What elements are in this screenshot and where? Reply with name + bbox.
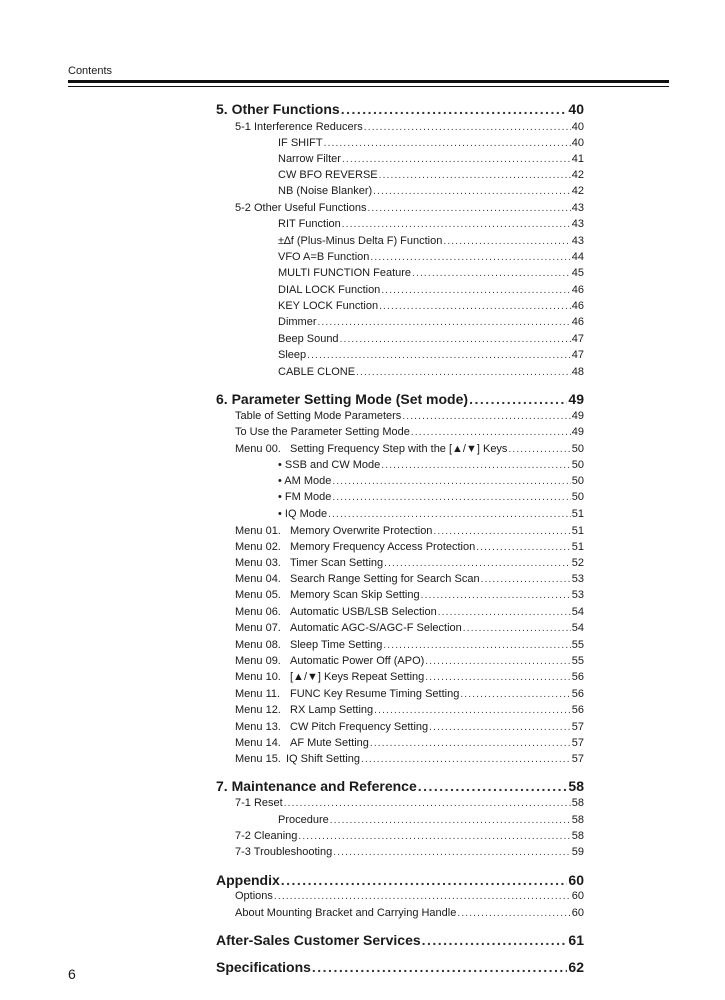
toc-menu-04[interactable]: Menu 04. Search Range Setting for Search Scan . . . 53	[216, 573, 584, 587]
toc-section-5-1[interactable]: 5-1 Interference Reducers . . . 40	[216, 121, 584, 135]
toc-section-7-3[interactable]: 7-3 Troubleshooting . . . 59	[216, 846, 584, 860]
toc-menu-15[interactable]: Menu 15. IQ Shift Setting . . . 57	[216, 753, 584, 767]
toc-menu-10[interactable]: Menu 10. [▲/▼] Keys Repeat Setting . . . 56	[216, 671, 584, 685]
toc-appendix[interactable]: Appendix . . . 60	[216, 872, 584, 890]
toc-menu-02[interactable]: Menu 02. Memory Frequency Access Protection . . . 51	[216, 541, 584, 555]
toc-menu-09[interactable]: Menu 09. Automatic Power Off (APO) . . . 55	[216, 655, 584, 669]
toc-entry-cw-bfo-reverse[interactable]: CW BFO REVERSE . . . 42	[216, 169, 584, 183]
toc-entry-iq-mode[interactable]: • IQ Mode . . . 51	[216, 508, 584, 522]
toc-entry-rit[interactable]: RIT Function . . . 43	[216, 218, 584, 232]
toc-menu-11[interactable]: Menu 11. FUNC Key Resume Timing Setting . . . 56	[216, 688, 584, 702]
toc-entry-sleep[interactable]: Sleep . . . 47	[216, 349, 584, 363]
table-of-contents	[216, 0, 584, 1000]
toc-entry-noise-blanker[interactable]: NB (Noise Blanker) . . . 42	[216, 185, 584, 199]
toc-entry-dial-lock[interactable]: DIAL LOCK Function . . . 46	[216, 284, 584, 298]
toc-menu-14[interactable]: Menu 14. AF Mute Setting . . . 57	[216, 737, 584, 751]
toc-section-7-1[interactable]: 7-1 Reset . . . 58	[216, 797, 584, 811]
toc-menu-01[interactable]: Menu 01. Memory Overwrite Protection . . . 51	[216, 525, 584, 539]
toc-entry-mounting-bracket[interactable]: About Mounting Bracket and Carrying Handle . . . 60	[216, 907, 584, 921]
toc-entry-options[interactable]: Options . . . 60	[216, 890, 584, 904]
toc-entry-procedure[interactable]: Procedure . . . 58	[216, 814, 584, 828]
toc-entry-plus-minus-delta-f[interactable]: ±∆f (Plus-Minus Delta F) Function . . . 43	[216, 235, 584, 249]
toc-chapter-7[interactable]: 7. Maintenance and Reference . . . 58	[216, 778, 584, 796]
toc-entry-ssb-cw-mode[interactable]: • SSB and CW Mode . . . 50	[216, 459, 584, 473]
toc-menu-03[interactable]: Menu 03. Timer Scan Setting . . . 52	[216, 557, 584, 571]
toc-menu-08[interactable]: Menu 08. Sleep Time Setting . . . 55	[216, 639, 584, 653]
toc-menu-07[interactable]: Menu 07. Automatic AGC-S/AGC-F Selection . . . 54	[216, 622, 584, 636]
running-header: Contents	[68, 65, 113, 77]
toc-menu-05[interactable]: Menu 05. Memory Scan Skip Setting . . . 53	[216, 589, 584, 603]
toc-entry-key-lock[interactable]: KEY LOCK Function . . . 46	[216, 300, 584, 314]
toc-menu-12[interactable]: Menu 12. RX Lamp Setting . . . 56	[216, 704, 584, 718]
toc-section-5-2[interactable]: 5-2 Other Useful Functions . . . 43	[216, 202, 584, 216]
toc-entry-vfo[interactable]: VFO A=B Function . . . 44	[216, 251, 584, 265]
toc-menu-06[interactable]: Menu 06. Automatic USB/LSB Selection . . . 54	[216, 606, 584, 620]
toc-section-7-2[interactable]: 7-2 Cleaning . . . 58	[216, 830, 584, 844]
toc-entry-narrow-filter[interactable]: Narrow Filter . . . 41	[216, 153, 584, 167]
toc-entry-multi-function[interactable]: MULTI FUNCTION Feature . . . 45	[216, 267, 584, 281]
toc-chapter-6[interactable]: 6. Parameter Setting Mode (Set mode) . . . 49	[216, 391, 584, 409]
toc-entry-use-parameter-mode[interactable]: To Use the Parameter Setting Mode . . . 49	[216, 426, 584, 440]
toc-chapter-5[interactable]: 5. Other Functions . . . 40	[216, 101, 584, 119]
toc-entry-am-mode[interactable]: • AM Mode . . . 50	[216, 475, 584, 489]
toc-after-sales[interactable]: After-Sales Customer Services . . . 61	[216, 932, 584, 950]
toc-entry-fm-mode[interactable]: • FM Mode . . . 50	[216, 491, 584, 505]
toc-menu-00[interactable]: Menu 00. Setting Frequency Step with the [▲/▼] Keys . . . 50	[216, 443, 584, 457]
toc-menu-13[interactable]: Menu 13. CW Pitch Frequency Setting . . . 57	[216, 721, 584, 735]
toc-entry-dimmer[interactable]: Dimmer . . . 46	[216, 316, 584, 330]
toc-entry-beep-sound[interactable]: Beep Sound . . . 47	[216, 333, 584, 347]
page-number: 6	[68, 966, 76, 982]
toc-entry-cable-clone[interactable]: CABLE CLONE . . . 48	[216, 366, 584, 380]
toc-specifications[interactable]: Specifications . . . 62	[216, 959, 584, 977]
toc-entry-if-shift[interactable]: IF SHIFT . . . 40	[216, 137, 584, 151]
toc-entry-table-of-parameters[interactable]: Table of Setting Mode Parameters . . . 49	[216, 410, 584, 424]
